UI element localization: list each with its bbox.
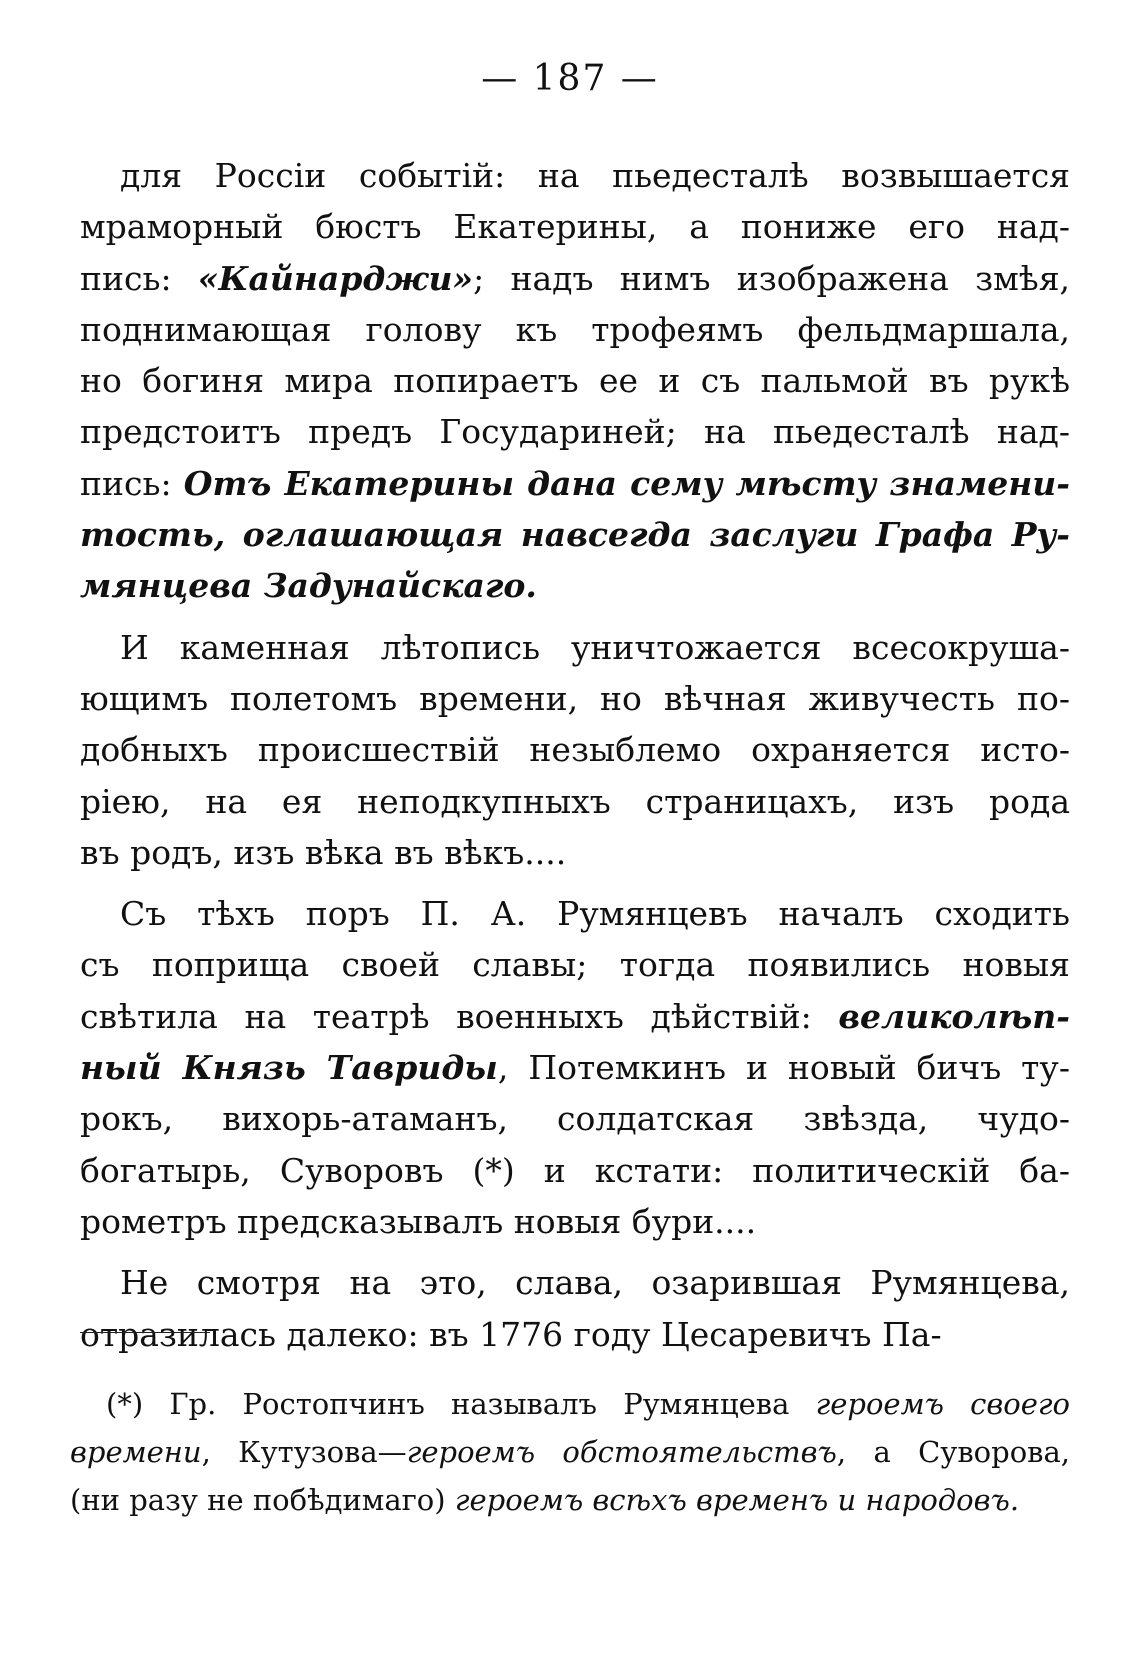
text-span: ріею, на ея неподкупныхъ страницахъ, изъ рода [80, 781, 1070, 821]
text-line [80, 304, 1070, 355]
text-span: съ поприща своей славы; тогда появились новыя [80, 945, 1070, 985]
text-span: (ни разу не побѣдимаго) [70, 1483, 455, 1517]
text-span: предстоитъ предъ Государиней; на пьедесталѣ над- [80, 412, 1070, 452]
text-line [80, 458, 1070, 509]
text-line [80, 1309, 1070, 1360]
text-span: свѣтила на театрѣ военныхъ дѣйствій: [80, 996, 839, 1036]
text-line [70, 1476, 1070, 1524]
text-span: поднимающая голову къ трофеямъ фельдмаршала, [80, 309, 1070, 349]
text-span: рометръ предсказывалъ новыя бури.... [80, 1201, 757, 1241]
text-line [80, 776, 1070, 827]
italic-span: времени [70, 1435, 202, 1469]
text-span: въ родъ, изъ вѣка въ вѣкъ.... [80, 832, 567, 872]
text-line [80, 1196, 1070, 1247]
paragraph [80, 150, 1070, 612]
text-line [80, 406, 1070, 457]
text-line [80, 355, 1070, 406]
italic-span: ный Князь Тавриды [80, 1048, 498, 1088]
paragraph [80, 1257, 1070, 1360]
page-number: — 187 — [481, 58, 659, 99]
text-span: мраморный бюстъ Екатерины, а пониже его над- [80, 207, 1070, 247]
italic-span: мянцева Задунайскаго. [80, 566, 537, 606]
text-span: добныхъ происшествій незыблемо охраняется исто- [80, 730, 1070, 770]
italic-span: великолѣп- [838, 996, 1070, 1036]
footnote-divider [80, 1332, 210, 1333]
text-line [80, 724, 1070, 775]
italic-span: героемъ обстоятельствъ [406, 1435, 837, 1469]
text-span: (*) Гр. Ростопчинъ называлъ Румянцева [106, 1387, 816, 1421]
text-span: ; надъ нимъ изображена змѣя, [473, 258, 1071, 298]
text-span: Не смотря на это, слава, озарившая Румянцева, [120, 1263, 1070, 1303]
text-span: пись: [80, 463, 184, 503]
text-line [80, 1145, 1070, 1196]
text-line [80, 253, 1070, 304]
paragraph [80, 888, 1070, 1247]
text-span: отразилась далеко: въ 1776 году Цесаревичъ Па- [80, 1314, 942, 1354]
text-span: , а Суворова, [836, 1435, 1070, 1469]
italic-span: тость, оглашающая навсегда заслуги Графа Ру- [80, 515, 1070, 555]
italic-span: «Кайнарджи» [197, 258, 474, 298]
text-line [80, 991, 1070, 1042]
text-span: богатырь, Суворовъ (*) и кстати: политическій ба- [80, 1150, 1070, 1190]
text-line [80, 827, 1070, 878]
text-span: , Кутузова— [201, 1435, 407, 1469]
text-span: Съ тѣхъ поръ П. А. Румянцевъ началъ сходить [120, 894, 1070, 934]
text-span: пись: [80, 258, 198, 298]
italic-span: героемъ своего [815, 1387, 1071, 1421]
text-line [80, 560, 1070, 611]
text-line [70, 1380, 1070, 1428]
footnote [70, 1380, 1070, 1524]
text-span: но богиня мира попираетъ ее и съ пальмой въ рукѣ [80, 361, 1070, 401]
text-line [80, 622, 1070, 673]
body-text [80, 150, 1070, 1370]
text-line [80, 201, 1070, 252]
text-line [80, 939, 1070, 990]
text-line [70, 1428, 1070, 1476]
italic-span: Отъ Екатерины дана сему мѣсту знамени- [183, 463, 1070, 503]
text-span: для Россіи событій: на пьедесталѣ возвышается [120, 156, 1070, 195]
text-span: рокъ, вихорь-атаманъ, солдатская звѣзда, чудо- [80, 1099, 1070, 1139]
text-line [80, 509, 1070, 560]
paragraph [80, 622, 1070, 878]
text-line [80, 1257, 1070, 1308]
text-line [80, 888, 1070, 939]
text-line [80, 1093, 1070, 1144]
text-span: , Потемкинъ и новый бичъ ту- [497, 1048, 1070, 1088]
text-line [80, 673, 1070, 724]
text-span: ющимъ полетомъ времени, но вѣчная живучесть по- [80, 678, 1070, 718]
text-span: И каменная лѣтопись уничтожается всесокруша- [120, 627, 1070, 667]
italic-span: героемъ всѣхъ временъ и народовъ. [454, 1483, 1020, 1517]
text-line [80, 150, 1070, 201]
text-line [80, 1042, 1070, 1093]
